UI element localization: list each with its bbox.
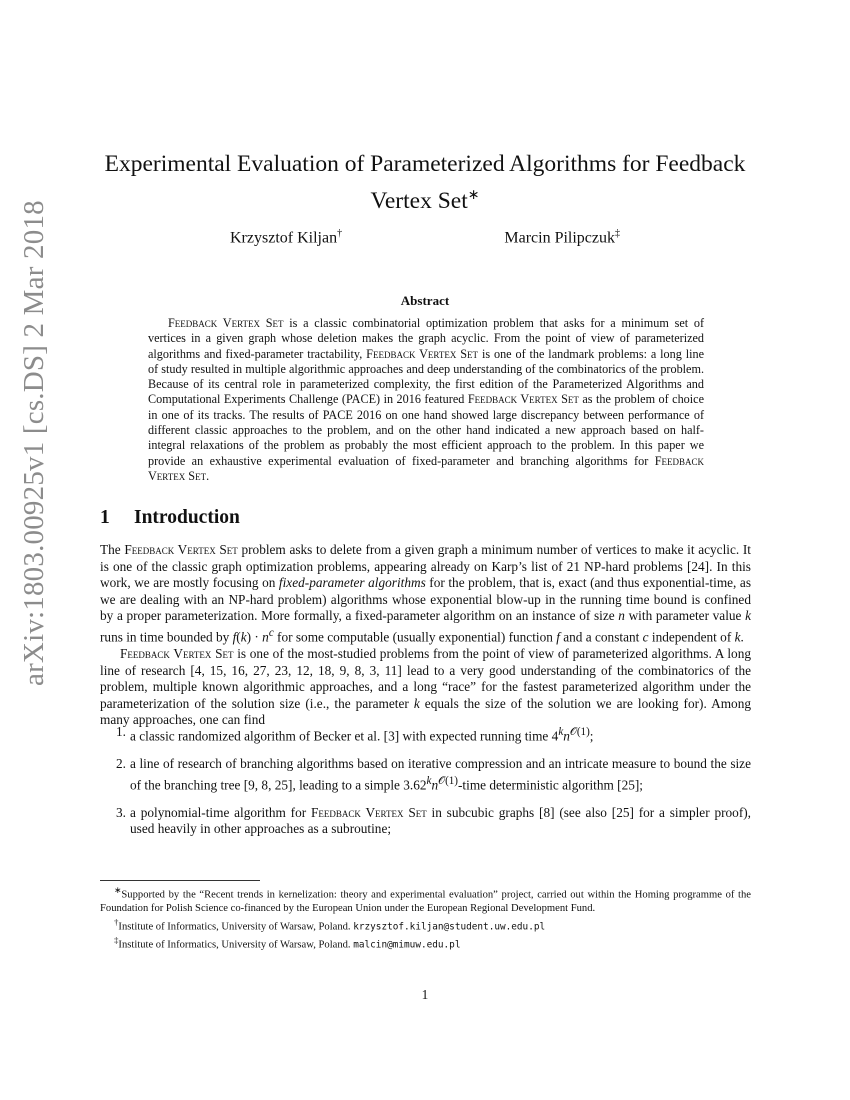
page-number: 1 — [421, 987, 429, 1002]
list-marker: 3. — [116, 804, 126, 820]
list-marker: 2. — [116, 756, 126, 772]
author-2: Marcin Pilipczuk‡ — [504, 228, 620, 247]
list-item: 2. a line of research of branching algorithms based on iterative compression and an intricate measure to bound the size of the branching tree [9, 8, 25], leading to a simple $3.62^kn^{𝒪(1)}$-time deterministic algorithm [25]; — [116, 756, 751, 793]
section-number: 1 — [100, 507, 110, 528]
email-link[interactable]: malcin@mimuw.edu.pl — [353, 939, 461, 951]
footnotes — [100, 884, 751, 952]
intro-paragraph-2: Feedback Vertex Set is one of the most-studied problems from the point of view of parameterized algorithms. A long line of research [4, 15, 16, 27, 23, 12, 18, 9, 8, 3, 11] lead to a very good understanding of the combinatorics of the problem, multiple known algorithmic approaches, and a long “race” for the fastest parameterized algorithm under the parameterization of the solution size (i.e., the parameter k equals the size of the solution we are looking for). Among many approaches, one can find — [100, 645, 751, 728]
list-marker: 1. — [116, 724, 126, 739]
abstract-body: Feedback Vertex Set is a classic combinatorial optimization problem that asks for a minimum set of vertices in a given graph whose deletion makes the graph acyclic. From the point of view of parameterized algorithms and fixed-parameter tractability, Feedback Vertex Set is one of the landmark problems: a long line of study resulted in multiple algorithmic approaches and deep understanding of the combinatorics of the problem. Because of its central role in parameterized complexity, the first edition of the Parameterized Algorithms and Computational Experiments Challenge (PACE) in 2016 featured Feedback Vertex Set as the problem of choice in one of its tracks. The results of PACE 2016 on one hand showed large discrepancy between performance of different classic approaches to the problem, and on the other hand indicated a new approach based on half-integral relaxations of the problem as probably the most efficient approach to the problem. In this paper we provide an exhaustive experimental evaluation of fixed-parameter and branching algorithms for Feedback Vertex Set. — [148, 316, 705, 483]
author-1: Krzysztof Kiljan† — [230, 228, 343, 247]
footnote-divider — [100, 880, 260, 881]
email-link[interactable]: krzysztof.kiljan@student.uw.edu.pl — [353, 921, 546, 933]
approach-list — [100, 724, 751, 849]
paper-title — [90, 148, 760, 217]
footnote-author-2: ‡Institute of Informatics, University of Warsaw, Poland. malcin@mimuw.edu.pl — [114, 934, 461, 951]
intro-paragraph-1: The Feedback Vertex Set problem asks to delete from a given graph a minimum number of vertices to make it acyclic. It is one of the classic graph optimization problems, appearing already on Karp’s list of 21 NP-hard problems [24]. In this work, we are mostly focusing on fixed-parameter algorithms for the problem, that is, exact (and thus exponential-time, as we are dealing with an NP-hard problem) algorithms whose exponential blow-up in the running time bound is confined by a proper parameterization. More formally, a fixed-parameter algorithm on an instance of size n with parameter value k runs in time bounded by $f(k) \cdot n^c$ for some computable (usually exponential) function f and a constant c independent of k. — [100, 542, 751, 645]
author-list — [230, 228, 620, 247]
introduction-body — [100, 542, 751, 729]
list-item: 1. a classic randomized algorithm of Becker et al. [3] with expected running time $4^kn^{𝒪(1)}$; — [116, 724, 594, 744]
section-heading — [100, 507, 240, 529]
arxiv-identifier: arXiv:1803.00925v1 [cs.DS] 2 Mar 2018 — [18, 200, 50, 686]
footnote-funding: ∗Supported by the “Recent trends in kernelization: theory and experimental evaluation” project, carried out within the Homing programme of the Foundation for Polish Science co-financed by the European Union under the European Regional Development Fund. — [100, 885, 751, 915]
list-item: 3. a polynomial-time algorithm for Feedback Vertex Set in subcubic graphs [8] (see also [25] for a simpler proof), used heavily in other approaches as a subroutine; — [116, 804, 751, 837]
abstract-heading: Abstract — [400, 293, 450, 308]
title-text: Experimental Evaluation of Parameterized Algorithms for Feedback Vertex Set — [104, 151, 746, 214]
footnote-author-1: †Institute of Informatics, University of Warsaw, Poland. krzysztof.kiljan@student.uw.edu.pl — [114, 916, 546, 933]
section-title: Introduction — [134, 507, 240, 528]
title-footnote-mark: ∗ — [467, 188, 480, 203]
